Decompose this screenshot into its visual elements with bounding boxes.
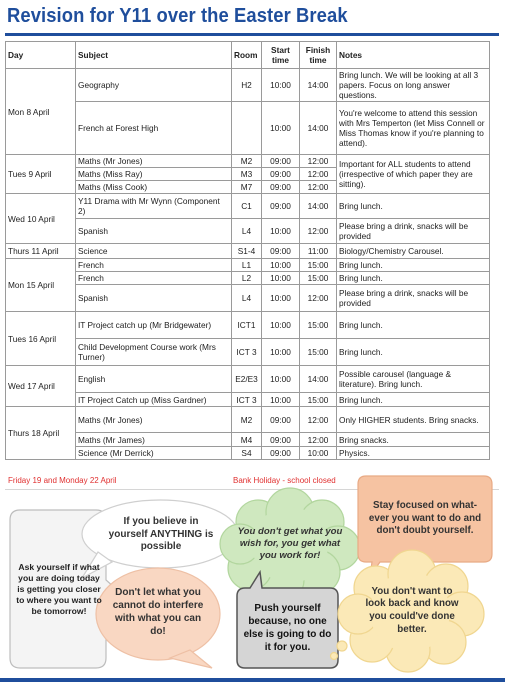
finish-cell: 15:00: [300, 393, 337, 407]
subject-cell: English: [76, 366, 232, 393]
subject-cell: Geography: [76, 69, 232, 102]
start-cell: 10:00: [262, 102, 300, 155]
start-cell: 09:00: [262, 407, 300, 433]
room-cell: S4: [232, 447, 262, 460]
finish-cell: 10:00: [300, 447, 337, 460]
notes-cell: Only HIGHER students. Bring snacks.: [337, 407, 490, 433]
quote-wish-for: You don't get what you wish for, you get what you work for!: [237, 525, 343, 562]
start-cell: 09:00: [262, 194, 300, 219]
room-cell: L2: [232, 272, 262, 285]
room-cell: S1-4: [232, 244, 262, 259]
day-cell: Tues 16 April: [6, 312, 76, 366]
finish-cell: 15:00: [300, 312, 337, 339]
notes-cell: Bring lunch.: [337, 339, 490, 366]
room-cell: M2: [232, 407, 262, 433]
header-day: Day: [6, 42, 76, 69]
notes-cell: Bring lunch.: [337, 272, 490, 285]
room-cell: ICT1: [232, 312, 262, 339]
notes-cell: Biology/Chemistry Carousel.: [337, 244, 490, 259]
room-cell: M2: [232, 155, 262, 168]
start-cell: 09:00: [262, 244, 300, 259]
finish-cell: 12:00: [300, 407, 337, 433]
day-cell: Mon 8 April: [6, 69, 76, 155]
subject-cell: Spanish: [76, 285, 232, 312]
footer-dates: Friday 19 and Monday 22 April: [8, 476, 117, 485]
room-cell: H2: [232, 69, 262, 102]
notes-cell: Bring lunch.: [337, 194, 490, 219]
start-cell: 09:00: [262, 168, 300, 181]
header-start-time: Start time: [262, 42, 300, 69]
quote-cannot-do: Don't let what you cannot do interfere with what you can do!: [112, 587, 204, 637]
notes-cell: Bring lunch.: [337, 312, 490, 339]
subject-cell: Science (Mr Derrick): [76, 447, 232, 460]
notes-cell: Physics.: [337, 447, 490, 460]
start-cell: 10:00: [262, 312, 300, 339]
header-room: Room: [232, 42, 262, 69]
subject-cell: French: [76, 259, 232, 272]
quote-look-back: You don't want to look back and know you could've done better.: [365, 585, 459, 635]
finish-cell: 12:00: [300, 285, 337, 312]
start-cell: 09:00: [262, 447, 300, 460]
finish-cell: 14:00: [300, 194, 337, 219]
subject-cell: Maths (Miss Ray): [76, 168, 232, 181]
room-cell: M3: [232, 168, 262, 181]
subject-cell: Maths (Mr Jones): [76, 155, 232, 168]
finish-cell: 12:00: [300, 168, 337, 181]
notes-cell: Bring lunch. We will be looking at all 3 papers. Focus on long answer questions.: [337, 69, 490, 102]
subject-cell: IT Project catch up (Mr Bridgewater): [76, 312, 232, 339]
day-cell: Wed 17 April: [6, 366, 76, 407]
finish-cell: 15:00: [300, 339, 337, 366]
header-subject: Subject: [76, 42, 232, 69]
room-cell: M4: [232, 433, 262, 447]
room-cell: ICT 3: [232, 393, 262, 407]
day-cell: Mon 15 April: [6, 259, 76, 312]
finish-cell: 12:00: [300, 219, 337, 244]
notes-cell: You're welcome to attend this session with Mrs Temperton (let Miss Connell or Miss Thomas know if you're planning to attend).: [337, 102, 490, 155]
start-cell: 09:00: [262, 155, 300, 168]
notes-cell: Possible carousel (language & literature). Bring lunch.: [337, 366, 490, 393]
start-cell: 10:00: [262, 339, 300, 366]
start-cell: 10:00: [262, 69, 300, 102]
footer-bank-holiday: Bank Holiday - school closed: [233, 476, 336, 485]
room-cell: C1: [232, 194, 262, 219]
day-cell: Thurs 18 April: [6, 407, 76, 460]
subject-cell: Science: [76, 244, 232, 259]
room-cell: L4: [232, 285, 262, 312]
header-finish-time: Finish time: [300, 42, 337, 69]
notes-cell: Important for ALL students to attend (irrespective of which paper they are sitting).: [337, 155, 490, 194]
start-cell: 10:00: [262, 272, 300, 285]
room-cell: ICT 3: [232, 339, 262, 366]
finish-cell: 14:00: [300, 366, 337, 393]
start-cell: 09:00: [262, 433, 300, 447]
subject-cell: Y11 Drama with Mr Wynn (Component 2): [76, 194, 232, 219]
room-cell: L1: [232, 259, 262, 272]
page-bottom-border: [0, 678, 505, 682]
notes-cell: Bring lunch.: [337, 393, 490, 407]
finish-cell: 15:00: [300, 272, 337, 285]
notes-cell: Bring lunch.: [337, 259, 490, 272]
room-cell: L4: [232, 219, 262, 244]
finish-cell: 15:00: [300, 259, 337, 272]
finish-cell: 14:00: [300, 69, 337, 102]
start-cell: 09:00: [262, 181, 300, 194]
subject-cell: Spanish: [76, 219, 232, 244]
day-cell: Thurs 11 April: [6, 244, 76, 259]
room-cell: M7: [232, 181, 262, 194]
subject-cell: French: [76, 272, 232, 285]
day-cell: Tues 9 April: [6, 155, 76, 194]
room-cell: E2/E3: [232, 366, 262, 393]
finish-cell: 12:00: [300, 433, 337, 447]
quote-believe-in-yourself: If you believe in yourself ANYTHING is possible: [108, 515, 214, 553]
start-cell: 10:00: [262, 366, 300, 393]
start-cell: 10:00: [262, 393, 300, 407]
quote-ask-yourself: Ask yourself if what you are doing today is getting you closer to where you want to be tomorrow!: [16, 561, 102, 616]
start-cell: 10:00: [262, 219, 300, 244]
finish-cell: 14:00: [300, 102, 337, 155]
notes-cell: Bring snacks.: [337, 433, 490, 447]
notes-cell: Please bring a drink, snacks will be provided: [337, 285, 490, 312]
quote-push-yourself: Push yourself because, no one else is going to do it for you.: [243, 603, 332, 653]
subject-cell: Child Development Course work (Mrs Turner): [76, 339, 232, 366]
notes-cell: Please bring a drink, snacks will be provided: [337, 219, 490, 244]
start-cell: 10:00: [262, 259, 300, 272]
finish-cell: 11:00: [300, 244, 337, 259]
start-cell: 10:00: [262, 285, 300, 312]
quote-stay-focused: Stay focused on what-ever you want to do and don't doubt yourself.: [368, 500, 482, 537]
subject-cell: Maths (Mr Jones): [76, 407, 232, 433]
header-notes: Notes: [337, 42, 490, 69]
subject-cell: IT Project Catch up (Miss Gardner): [76, 393, 232, 407]
day-cell: Wed 10 April: [6, 194, 76, 244]
subject-cell: Maths (Mr James): [76, 433, 232, 447]
subject-cell: French at Forest High: [76, 102, 232, 155]
subject-cell: Maths (Miss Cook): [76, 181, 232, 194]
finish-cell: 12:00: [300, 181, 337, 194]
page-title: Revision for Y11 over the Easter Break: [7, 5, 348, 27]
finish-cell: 12:00: [300, 155, 337, 168]
